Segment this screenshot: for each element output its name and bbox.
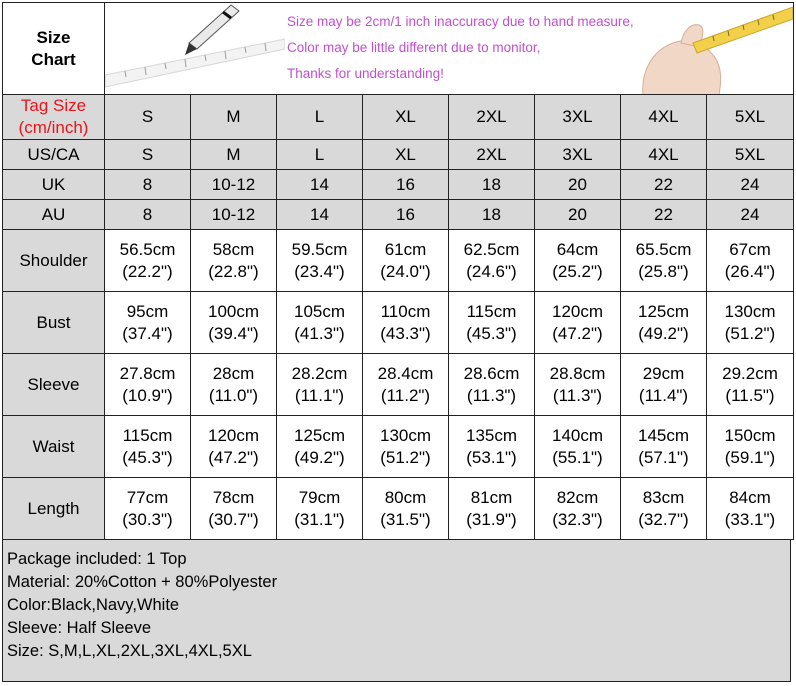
row-label: Shoulder xyxy=(3,230,105,292)
size-chart-sheet xyxy=(2,2,793,684)
measure-row-waist xyxy=(3,416,794,478)
measure-cell xyxy=(535,354,621,416)
measure-cell xyxy=(535,478,621,540)
hand-tape-measure-illustration xyxy=(623,3,793,95)
measure-cell xyxy=(363,230,449,292)
measure-cell xyxy=(363,292,449,354)
cm-value: 120cm xyxy=(551,301,604,321)
tag-size-cell: M xyxy=(191,95,277,140)
measure-cell xyxy=(105,354,191,416)
size-cell: 3XL xyxy=(535,140,621,170)
size-cell: 22 xyxy=(621,200,707,230)
cm-value: 84cm xyxy=(729,487,771,507)
cm-value: 56.5cm xyxy=(119,239,176,259)
disclaimer-notes xyxy=(287,9,634,87)
cm-value: 125cm xyxy=(637,301,690,321)
size-cell: 4XL xyxy=(621,140,707,170)
row-label: AU xyxy=(3,200,105,230)
cm-value: 120cm xyxy=(207,425,260,445)
measure-cell xyxy=(105,416,191,478)
cm-value: 78cm xyxy=(212,487,255,507)
inch-value: (30.3") xyxy=(122,509,173,529)
row-label: Bust xyxy=(3,292,105,354)
ruler-pen-illustration xyxy=(105,3,285,95)
inch-value: (49.2") xyxy=(294,447,345,467)
row-label: UK xyxy=(3,170,105,200)
chart-title xyxy=(3,3,105,95)
tag-size-cell: L xyxy=(277,95,363,140)
row-label: Length xyxy=(3,478,105,540)
cm-value: 140cm xyxy=(551,425,604,445)
measure-cell xyxy=(707,230,794,292)
measure-cell xyxy=(535,230,621,292)
measure-cell xyxy=(621,230,707,292)
measure-cell xyxy=(363,416,449,478)
tag-size-cell: XL xyxy=(363,95,449,140)
measure-cell xyxy=(191,416,277,478)
measure-cell xyxy=(105,230,191,292)
inch-value: (23.4") xyxy=(294,261,345,281)
measure-cell xyxy=(621,354,707,416)
size-cell: 16 xyxy=(363,200,449,230)
size-cell: 24 xyxy=(707,200,794,230)
cm-value: 29.2cm xyxy=(722,363,778,383)
inch-value: (24.6") xyxy=(466,261,517,281)
measure-cell xyxy=(277,230,363,292)
inch-value: (31.9") xyxy=(466,509,517,529)
cm-value: 135cm xyxy=(465,425,518,445)
measure-cell xyxy=(191,478,277,540)
size-cell: 22 xyxy=(621,170,707,200)
inch-value: (11.3") xyxy=(466,385,517,405)
size-cell: 8 xyxy=(105,170,191,200)
cm-value: 110cm xyxy=(380,301,431,321)
measure-cell xyxy=(191,230,277,292)
row-label: Waist xyxy=(3,416,105,478)
note-line: Thanks for understanding! xyxy=(287,66,444,81)
cm-value: 28.6cm xyxy=(463,363,520,383)
measure-cell xyxy=(707,478,794,540)
inch-value: (32.3") xyxy=(552,509,603,529)
measure-cell xyxy=(277,292,363,354)
tag-size-cell: 2XL xyxy=(449,95,535,140)
size-row-us-ca xyxy=(3,140,794,170)
measure-cell xyxy=(707,416,794,478)
inch-value: (25.8") xyxy=(638,261,689,281)
measure-row-sleeve xyxy=(3,354,794,416)
inch-value: (57.1") xyxy=(638,447,689,467)
inch-value: (45.3") xyxy=(122,447,173,467)
package-line: Package included: 1 Top xyxy=(7,550,187,568)
pen-icon xyxy=(185,5,239,55)
cm-value: 28cm xyxy=(212,363,255,383)
size-cell: 8 xyxy=(105,200,191,230)
cm-value: 58cm xyxy=(212,239,255,259)
measure-cell xyxy=(277,416,363,478)
inch-value: (49.2") xyxy=(638,323,689,343)
product-details xyxy=(2,540,791,682)
cm-value: 80cm xyxy=(384,487,427,507)
measure-cell xyxy=(707,292,794,354)
cm-value: 130cm xyxy=(724,301,776,321)
cm-value: 115cm xyxy=(466,301,517,321)
size-cell: 18 xyxy=(449,170,535,200)
size-cell: 20 xyxy=(535,200,621,230)
inch-value: (31.5") xyxy=(380,509,431,529)
measure-cell xyxy=(449,230,535,292)
cm-value: 65.5cm xyxy=(635,239,692,259)
size-cell: 10-12 xyxy=(191,200,277,230)
measure-cell xyxy=(449,416,535,478)
measure-cell xyxy=(535,416,621,478)
material-line: Material: 20%Cotton + 80%Polyester xyxy=(7,573,278,591)
cm-value: 62.5cm xyxy=(463,239,520,259)
inch-value: (30.7") xyxy=(208,509,259,529)
measure-row-bust xyxy=(3,292,794,354)
sleeve-line: Sleeve: Half Sleeve xyxy=(7,619,151,637)
tag-size-cell: S xyxy=(105,95,191,140)
size-cell: XL xyxy=(363,140,449,170)
cm-value: 145cm xyxy=(637,425,690,445)
size-cell: 14 xyxy=(277,170,363,200)
size-cell: 20 xyxy=(535,170,621,200)
tag-size-row xyxy=(3,95,794,140)
measure-row-shoulder xyxy=(3,230,794,292)
inch-value: (10.9") xyxy=(122,385,173,405)
cm-value: 82cm xyxy=(556,487,599,507)
inch-value: (22.2") xyxy=(122,261,173,281)
cm-value: 95cm xyxy=(126,301,169,321)
measure-cell xyxy=(191,292,277,354)
inch-value: (41.3") xyxy=(294,323,345,343)
inch-value: (33.1") xyxy=(724,509,776,529)
cm-value: 67cm xyxy=(729,239,771,259)
inch-value: (53.1") xyxy=(466,447,517,467)
inch-value: (37.4") xyxy=(122,323,173,343)
measure-cell xyxy=(621,416,707,478)
inch-value: (39.4") xyxy=(208,323,259,343)
inch-value: (11.2") xyxy=(380,385,431,405)
cm-value: 125cm xyxy=(293,425,346,445)
inch-value: (32.7") xyxy=(638,509,689,529)
measure-banner xyxy=(105,3,794,95)
size-cell: 18 xyxy=(449,200,535,230)
measure-cell xyxy=(449,292,535,354)
inch-value: (51.2") xyxy=(380,447,431,467)
size-cell: 2XL xyxy=(449,140,535,170)
inch-value: (11.1") xyxy=(294,385,345,405)
measure-cell xyxy=(449,354,535,416)
cm-value: 83cm xyxy=(642,487,685,507)
inch-value: (59.1") xyxy=(724,447,776,467)
cm-value: 64cm xyxy=(556,239,599,259)
tag-size-cell: 3XL xyxy=(535,95,621,140)
size-cell: 16 xyxy=(363,170,449,200)
cm-value: 59.5cm xyxy=(291,239,348,259)
cm-value: 28.4cm xyxy=(377,363,434,383)
cm-value: 28.2cm xyxy=(291,363,348,383)
measure-cell xyxy=(363,354,449,416)
inch-value: (11.3") xyxy=(552,385,603,405)
chart-title-text: Size Chart xyxy=(31,27,76,69)
size-cell: 24 xyxy=(707,170,794,200)
size-cell: S xyxy=(105,140,191,170)
size-row-uk xyxy=(3,170,794,200)
measure-cell xyxy=(363,478,449,540)
header-row xyxy=(3,3,794,95)
measure-cell xyxy=(535,292,621,354)
size-cell: 14 xyxy=(277,200,363,230)
size-line: Size: S,M,L,XL,2XL,3XL,4XL,5XL xyxy=(7,642,252,660)
inch-value: (25.2") xyxy=(552,261,603,281)
measure-cell xyxy=(621,478,707,540)
measure-cell xyxy=(621,292,707,354)
measure-row-length xyxy=(3,478,794,540)
cm-value: 81cm xyxy=(470,487,513,507)
row-label: US/CA xyxy=(3,140,105,170)
inch-value: (26.4") xyxy=(724,261,776,281)
note-line: Size may be 2cm/1 inch inaccuracy due to hand measure, xyxy=(287,14,634,29)
cm-value: 130cm xyxy=(379,425,432,445)
cm-value: 105cm xyxy=(293,301,346,321)
size-cell: M xyxy=(191,140,277,170)
measure-cell xyxy=(191,354,277,416)
tag-size-cell: 4XL xyxy=(621,95,707,140)
inch-value: (31.1") xyxy=(294,509,345,529)
size-cell: L xyxy=(277,140,363,170)
measure-cell xyxy=(449,478,535,540)
cm-value: 150cm xyxy=(724,425,776,445)
size-cell: 10-12 xyxy=(191,170,277,200)
inch-value: (11.4") xyxy=(638,385,689,405)
tag-size-label: Tag Size (cm/inch) xyxy=(3,95,105,140)
cm-value: 28.8cm xyxy=(549,363,606,383)
size-chart-table xyxy=(2,2,794,540)
cm-value: 29cm xyxy=(642,363,685,383)
cm-value: 27.8cm xyxy=(119,363,176,383)
measure-cell xyxy=(105,478,191,540)
inch-value: (55.1") xyxy=(552,447,603,467)
note-line: Color may be little different due to monitor, xyxy=(287,40,541,55)
row-label: Sleeve xyxy=(3,354,105,416)
measure-cell xyxy=(277,354,363,416)
inch-value: (47.2") xyxy=(208,447,259,467)
measure-cell xyxy=(105,292,191,354)
inch-value: (24.0") xyxy=(380,261,431,281)
inch-value: (47.2") xyxy=(552,323,603,343)
tag-size-cell: 5XL xyxy=(707,95,794,140)
measure-cell xyxy=(707,354,794,416)
measure-cell xyxy=(277,478,363,540)
inch-value: (22.8") xyxy=(208,261,259,281)
cm-value: 77cm xyxy=(126,487,169,507)
cm-value: 115cm xyxy=(122,425,173,445)
color-line: Color:Black,Navy,White xyxy=(7,596,180,614)
inch-value: (11.0") xyxy=(208,385,259,405)
cm-value: 79cm xyxy=(298,487,341,507)
cm-value: 61cm xyxy=(384,239,427,259)
cm-value: 100cm xyxy=(207,301,260,321)
inch-value: (11.5") xyxy=(725,385,775,405)
size-cell: 5XL xyxy=(707,140,794,170)
inch-value: (43.3") xyxy=(380,323,431,343)
size-row-au xyxy=(3,200,794,230)
inch-value: (51.2") xyxy=(724,323,776,343)
inch-value: (45.3") xyxy=(466,323,517,343)
